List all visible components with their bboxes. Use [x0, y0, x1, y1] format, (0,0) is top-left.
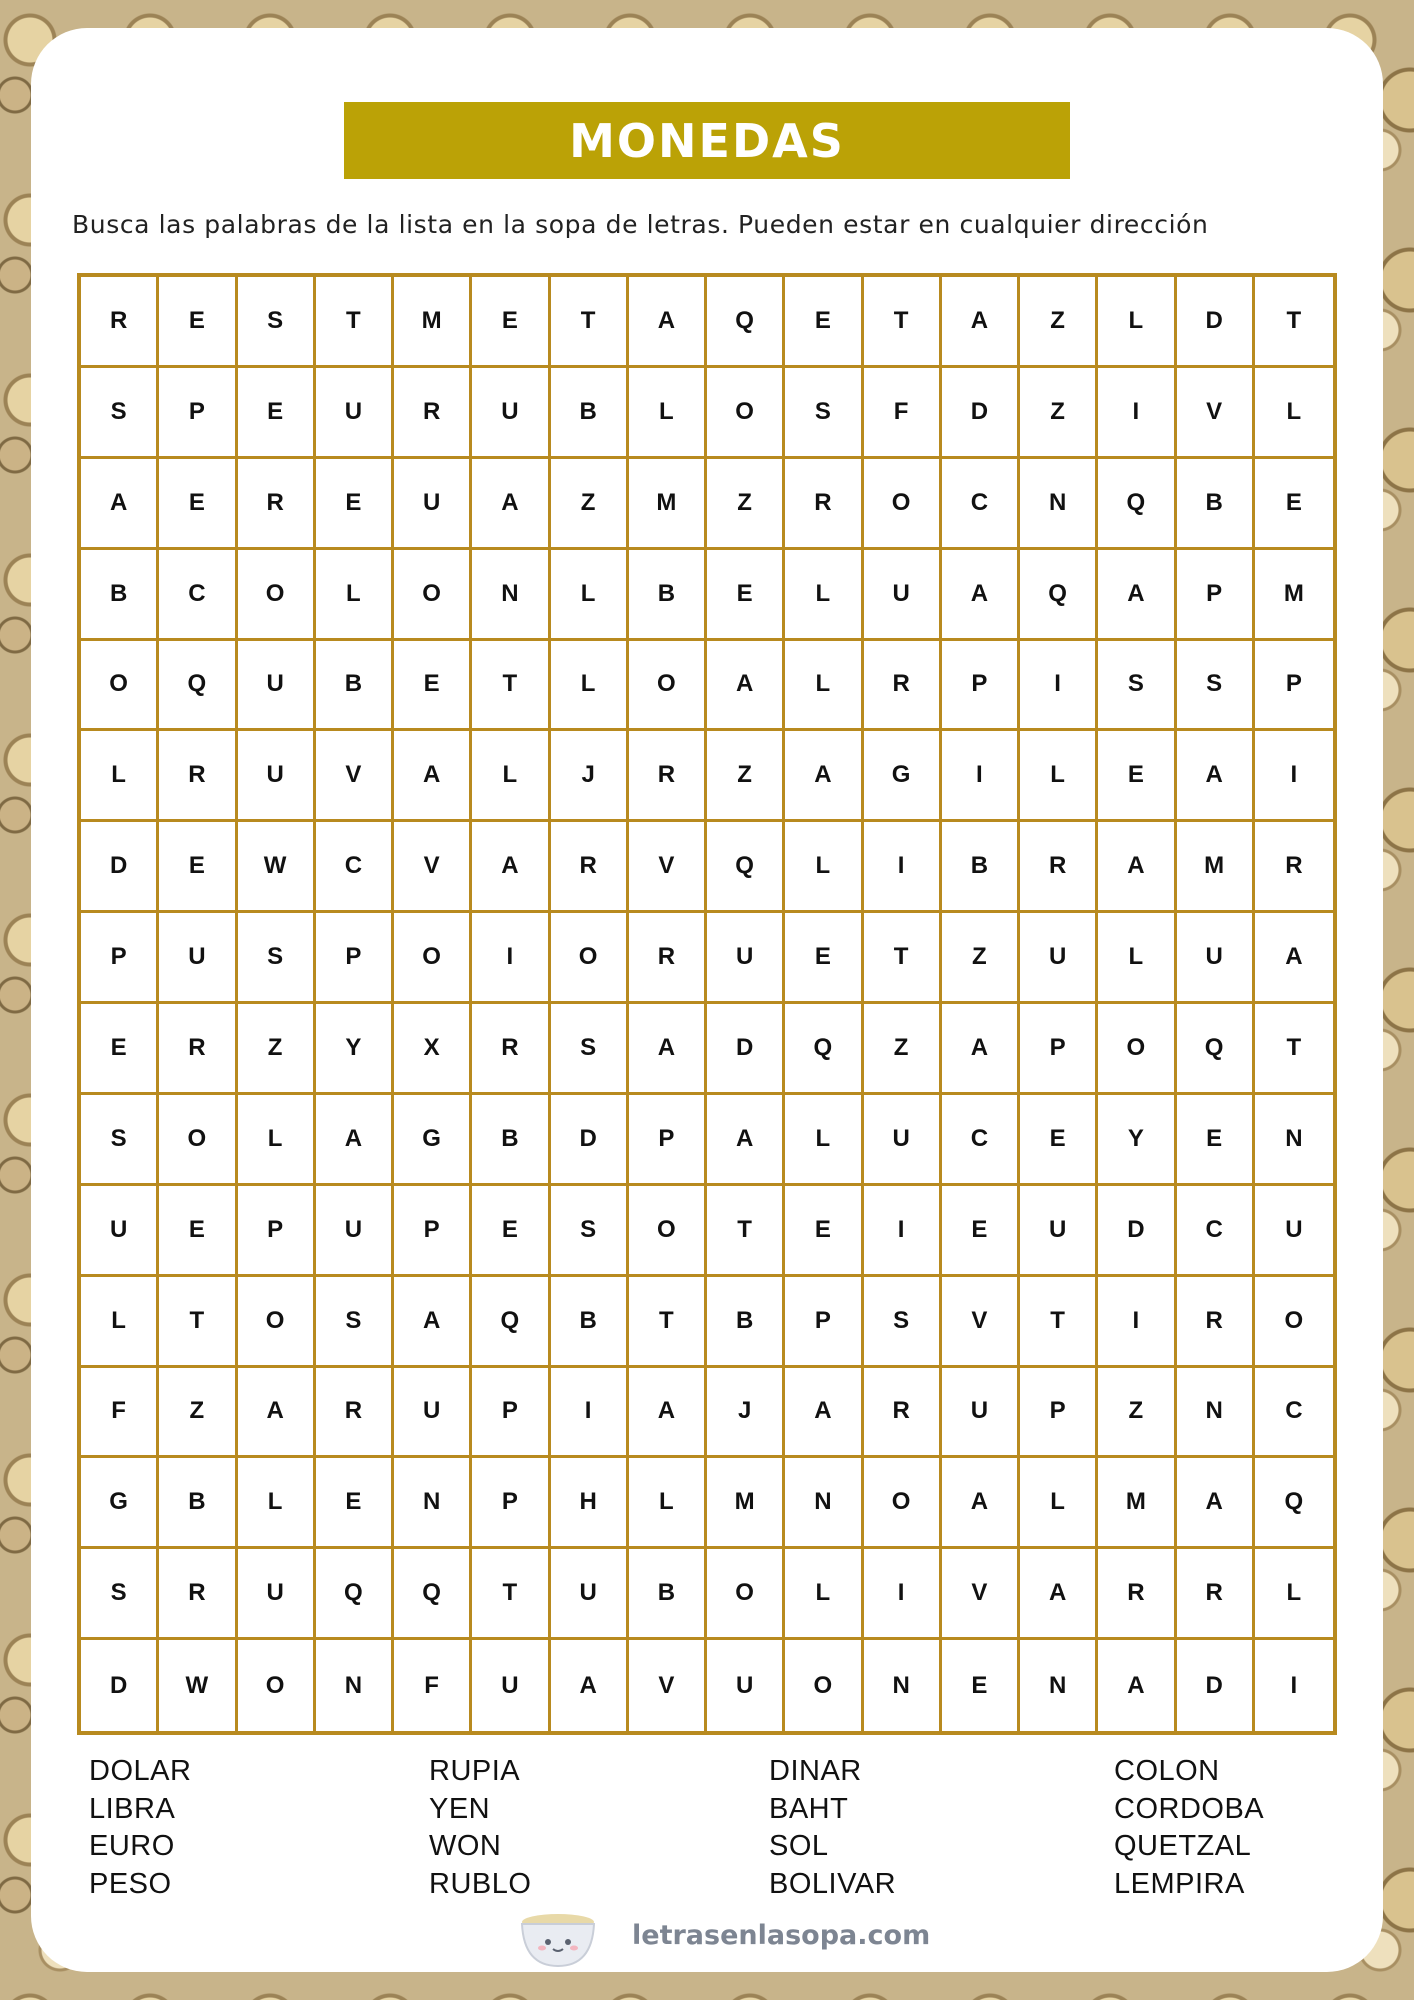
word-item: LEMPIRA — [1114, 1867, 1245, 1900]
grid-cell[interactable]: U — [238, 731, 316, 822]
grid-cell[interactable]: L — [785, 822, 863, 913]
grid-cell[interactable]: L — [785, 641, 863, 732]
grid-cell[interactable]: Z — [864, 1004, 942, 1095]
grid-cell[interactable]: R — [785, 459, 863, 550]
grid-cell[interactable]: L — [1255, 368, 1333, 459]
word-item: BAHT — [769, 1792, 849, 1825]
grid-cell[interactable]: L — [785, 550, 863, 641]
grid-cell[interactable]: E — [785, 277, 863, 368]
grid-cell[interactable]: L — [81, 1277, 159, 1368]
grid-cell[interactable]: B — [707, 1277, 785, 1368]
word-item: WON — [429, 1830, 502, 1862]
grid-cell[interactable]: S — [238, 913, 316, 1004]
word-item: COLON — [1114, 1755, 1220, 1787]
word-item: YEN — [429, 1792, 491, 1825]
word-list — [89, 1753, 1339, 1903]
grid-cell[interactable]: V — [942, 1549, 1020, 1640]
grid-cell[interactable]: A — [1255, 913, 1333, 1004]
grid-cell[interactable]: O — [394, 913, 472, 1004]
grid-cell[interactable]: I — [1290, 1671, 1298, 1699]
grid-cell[interactable]: E — [159, 277, 237, 368]
grid-cell[interactable]: A — [707, 1095, 785, 1186]
grid-cell[interactable]: E — [942, 1640, 1020, 1731]
grid-cell[interactable]: Z — [942, 913, 1020, 1004]
grid-cell[interactable]: B — [629, 550, 707, 641]
grid-cell[interactable]: A — [551, 1640, 629, 1731]
grid-cell[interactable]: I — [1098, 1277, 1176, 1368]
grid-cell[interactable]: E — [472, 1186, 550, 1277]
grid-cell[interactable]: S — [864, 1277, 942, 1368]
grid-cell[interactable]: O — [394, 550, 472, 641]
grid-cell[interactable]: E — [707, 550, 785, 641]
grid-cell[interactable]: E — [1177, 1095, 1255, 1186]
grid-cell[interactable]: P — [629, 1095, 707, 1186]
grid-cell[interactable]: A — [238, 1368, 316, 1459]
grid-cell[interactable]: I — [864, 1549, 942, 1640]
grid-cell[interactable]: D — [707, 1004, 785, 1095]
grid-cell[interactable]: O — [864, 1458, 942, 1549]
word-item: DINAR — [769, 1755, 862, 1787]
grid-cell[interactable]: A — [472, 459, 550, 550]
grid-cell[interactable]: G — [864, 731, 942, 822]
grid-cell[interactable]: L — [785, 1549, 863, 1640]
grid-cell[interactable]: T — [1255, 1004, 1333, 1095]
grid-cell[interactable]: A — [942, 277, 1020, 368]
grid-cell[interactable]: S — [551, 1186, 629, 1277]
grid-cell[interactable]: A — [629, 277, 707, 368]
grid-cell[interactable]: E — [1020, 1095, 1098, 1186]
grid-cell[interactable]: Q — [159, 641, 237, 732]
word-item: RUBLO — [429, 1867, 532, 1900]
grid-cell[interactable]: B — [942, 822, 1020, 913]
grid-cell[interactable]: N — [1020, 459, 1098, 550]
grid-cell[interactable]: F — [864, 368, 942, 459]
grid-cell[interactable]: L — [1098, 277, 1176, 368]
grid-cell[interactable]: T — [707, 1186, 785, 1277]
grid-cell[interactable]: W — [238, 822, 316, 913]
grid-cell[interactable]: P — [942, 641, 1020, 732]
grid-cell[interactable]: B — [316, 641, 394, 732]
grid-cell[interactable]: N — [1255, 1095, 1333, 1186]
grid-cell[interactable]: D — [81, 1640, 159, 1731]
grid-cell[interactable]: Z — [159, 1368, 237, 1459]
grid-cell[interactable]: A — [1177, 1458, 1255, 1549]
grid-cell[interactable]: C — [942, 1095, 1020, 1186]
grid-cell[interactable]: J — [707, 1368, 785, 1459]
grid-cell[interactable]: L — [238, 1095, 316, 1186]
grid-cell[interactable]: P — [785, 1277, 863, 1368]
grid-cell[interactable]: Q — [707, 822, 785, 913]
grid-cell[interactable]: A — [629, 1004, 707, 1095]
grid-cell[interactable]: T — [551, 277, 629, 368]
grid-cell[interactable]: O — [159, 1095, 237, 1186]
word-item: SOL — [769, 1830, 829, 1862]
instructions-text: Busca las palabras de la lista en la sopa de letras. Pueden estar en cualquier dirección — [72, 210, 1209, 239]
grid-cell[interactable]: D — [1177, 1640, 1255, 1731]
grid-cell[interactable]: S — [1098, 641, 1176, 732]
grid-cell[interactable]: C — [1177, 1186, 1255, 1277]
page-title: MONEDAS — [569, 113, 845, 168]
grid-cell[interactable]: U — [1020, 913, 1098, 1004]
grid-cell[interactable]: E — [785, 1186, 863, 1277]
grid-cell[interactable]: U — [864, 1095, 942, 1186]
grid-cell[interactable]: L — [472, 731, 550, 822]
grid-cell[interactable]: I — [864, 1186, 942, 1277]
grid-cell[interactable]: U — [238, 641, 316, 732]
grid-cell[interactable]: P — [238, 1186, 316, 1277]
grid-cell[interactable]: T — [629, 1277, 707, 1368]
grid-cell[interactable]: U — [1255, 1186, 1333, 1277]
grid-cell[interactable]: O — [629, 641, 707, 732]
grid-cell[interactable]: E — [159, 822, 237, 913]
grid-cell[interactable]: E — [316, 459, 394, 550]
grid-cell[interactable]: I — [1020, 641, 1098, 732]
grid-cell[interactable]: V — [316, 731, 394, 822]
bowl-mascot-icon — [510, 1912, 606, 1968]
grid-cell[interactable]: Z — [1020, 277, 1098, 368]
grid-cell[interactable]: L — [551, 550, 629, 641]
grid-cell[interactable]: I — [551, 1368, 629, 1459]
grid-cell[interactable]: E — [159, 1186, 237, 1277]
grid-cell[interactable]: M — [707, 1458, 785, 1549]
grid-cell[interactable]: Q — [1255, 1458, 1333, 1549]
grid-cell[interactable]: O — [238, 1277, 316, 1368]
grid-cell[interactable]: B — [81, 550, 159, 641]
grid-cell[interactable]: A — [707, 641, 785, 732]
grid-cell[interactable]: M — [1098, 1458, 1176, 1549]
grid-cell[interactable]: T — [1020, 1277, 1098, 1368]
grid-cell[interactable]: A — [942, 1458, 1020, 1549]
grid-cell[interactable]: R — [864, 1368, 942, 1459]
grid-cell[interactable]: U — [472, 368, 550, 459]
grid-cell[interactable]: R — [316, 1368, 394, 1459]
grid-cell[interactable]: E — [81, 1004, 159, 1095]
grid-cell[interactable]: A — [1020, 1549, 1098, 1640]
grid-cell[interactable]: A — [1098, 550, 1176, 641]
grid-cell[interactable]: E — [238, 368, 316, 459]
grid-cell[interactable]: I — [942, 731, 1020, 822]
grid-cell[interactable]: E — [1098, 731, 1176, 822]
grid-cell[interactable]: T — [472, 641, 550, 732]
grid-cell[interactable]: S — [81, 368, 159, 459]
grid-cell[interactable]: S — [785, 368, 863, 459]
grid-cell[interactable]: I — [472, 913, 550, 1004]
grid-cell[interactable]: Z — [707, 459, 785, 550]
grid-cell[interactable]: S — [551, 1004, 629, 1095]
grid-cell[interactable]: R — [551, 822, 629, 913]
grid-cell[interactable]: R — [1098, 1549, 1176, 1640]
grid-cell[interactable]: B — [1177, 459, 1255, 550]
grid-cell[interactable]: E — [316, 1458, 394, 1549]
grid-cell[interactable]: S — [316, 1277, 394, 1368]
word-item: RUPIA — [429, 1755, 521, 1787]
grid-cell[interactable]: V — [1177, 368, 1255, 459]
grid-cell[interactable]: G — [81, 1458, 159, 1549]
footer — [510, 1912, 930, 1968]
grid-cell[interactable]: R — [472, 1004, 550, 1095]
grid-cell[interactable]: A — [1098, 1640, 1176, 1731]
word-item: LIBRA — [89, 1792, 176, 1825]
grid-cell[interactable]: P — [472, 1458, 550, 1549]
grid-cell[interactable]: T — [472, 1549, 550, 1640]
grid-cell[interactable]: Q — [1020, 550, 1098, 641]
word-item: CORDOBA — [1114, 1792, 1265, 1825]
grid-cell[interactable]: V — [629, 1640, 707, 1731]
grid-cell[interactable]: R — [864, 641, 942, 732]
grid-cell[interactable]: L — [1020, 731, 1098, 822]
grid-cell[interactable]: F — [81, 1368, 159, 1459]
grid-cell[interactable]: A — [81, 459, 159, 550]
grid-cell[interactable]: R — [1177, 1549, 1255, 1640]
grid-cell[interactable]: E — [472, 277, 550, 368]
grid-cell[interactable]: S — [81, 1549, 159, 1640]
grid-cell[interactable]: A — [629, 1368, 707, 1459]
site-name[interactable]: letrasenlasopa.com — [632, 1920, 931, 1951]
grid-cell[interactable]: U — [1177, 913, 1255, 1004]
grid-cell[interactable]: U — [942, 1368, 1020, 1459]
grid-cell[interactable]: Y — [316, 1004, 394, 1095]
grid-cell[interactable]: D — [1177, 277, 1255, 368]
grid-cell[interactable]: O — [864, 459, 942, 550]
grid-cell[interactable]: A — [942, 550, 1020, 641]
grid-cell[interactable]: C — [316, 822, 394, 913]
grid-cell[interactable]: U — [394, 1368, 472, 1459]
grid-cell[interactable]: R — [159, 731, 237, 822]
grid-cell[interactable]: R — [238, 459, 316, 550]
grid-cell[interactable]: Q — [472, 1277, 550, 1368]
grid-cell[interactable]: A — [1098, 822, 1176, 913]
grid-cell[interactable]: S — [1177, 641, 1255, 732]
grid-cell[interactable]: T — [864, 277, 942, 368]
grid-cell[interactable]: S — [81, 1095, 159, 1186]
grid-cell[interactable]: R — [159, 1004, 237, 1095]
grid-cell[interactable]: T — [159, 1277, 237, 1368]
word-column — [429, 1753, 531, 1903]
grid-cell[interactable]: N — [1177, 1368, 1255, 1459]
grid-cell[interactable]: Q — [1177, 1004, 1255, 1095]
grid-cell[interactable]: I — [1098, 368, 1176, 459]
grid-cell[interactable]: R — [629, 913, 707, 1004]
grid-cell[interactable]: U — [707, 913, 785, 1004]
grid-cell[interactable]: O — [629, 1186, 707, 1277]
grid-cell[interactable]: E — [942, 1186, 1020, 1277]
grid-cell[interactable]: P — [394, 1186, 472, 1277]
grid-cell[interactable]: E — [159, 459, 237, 550]
grid-cell[interactable]: I — [1255, 731, 1333, 822]
grid-cell[interactable]: P — [1177, 550, 1255, 641]
grid-cell[interactable]: L — [1020, 1458, 1098, 1549]
grid-cell[interactable]: C — [942, 459, 1020, 550]
grid-cell[interactable]: P — [1020, 1368, 1098, 1459]
grid-cell[interactable]: R — [1020, 822, 1098, 913]
grid-cell[interactable]: U — [316, 368, 394, 459]
grid-cell[interactable]: N — [472, 550, 550, 641]
grid-cell[interactable]: N — [864, 1640, 942, 1731]
grid-cell[interactable]: O — [238, 1640, 316, 1731]
grid-cell[interactable]: D — [1098, 1186, 1176, 1277]
grid-cell[interactable]: U — [1020, 1186, 1098, 1277]
grid-cell[interactable]: A — [394, 731, 472, 822]
grid-cell[interactable]: G — [394, 1095, 472, 1186]
grid-cell[interactable]: E — [394, 641, 472, 732]
grid-cell[interactable]: O — [551, 913, 629, 1004]
grid-cell[interactable]: L — [785, 1095, 863, 1186]
grid-cell[interactable]: P — [81, 913, 159, 1004]
grid-cell[interactable]: N — [394, 1458, 472, 1549]
grid-cell[interactable]: R — [81, 277, 159, 368]
grid-cell[interactable]: U — [551, 1549, 629, 1640]
word-item: PESO — [89, 1867, 172, 1900]
grid-cell[interactable]: Z — [707, 731, 785, 822]
grid-cell[interactable]: Z — [1098, 1368, 1176, 1459]
grid-cell[interactable]: V — [942, 1277, 1020, 1368]
grid-cell[interactable]: U — [81, 1186, 159, 1277]
grid-cell[interactable]: Z — [551, 459, 629, 550]
grid-cell[interactable]: B — [551, 368, 629, 459]
grid-cell[interactable]: L — [551, 641, 629, 732]
grid-cell[interactable]: C — [1255, 1368, 1333, 1459]
grid-cell[interactable]: Z — [238, 1004, 316, 1095]
grid-cell[interactable]: D — [942, 368, 1020, 459]
grid-cell[interactable]: P — [1255, 641, 1333, 732]
word-column — [89, 1753, 191, 1903]
grid-cell[interactable]: R — [394, 368, 472, 459]
grid-cell[interactable]: N — [316, 1640, 394, 1731]
grid-cell[interactable]: U — [238, 1549, 316, 1640]
grid-cell[interactable]: O — [81, 641, 159, 732]
word-item: DOLAR — [89, 1755, 192, 1787]
grid-cell[interactable]: V — [629, 822, 707, 913]
grid-cell[interactable]: L — [629, 368, 707, 459]
grid-cell[interactable]: Q — [785, 1004, 863, 1095]
grid-cell[interactable]: L — [629, 1458, 707, 1549]
grid-cell[interactable]: Q — [394, 1549, 472, 1640]
grid-cell[interactable]: X — [394, 1004, 472, 1095]
grid-cell[interactable]: O — [707, 368, 785, 459]
grid-cell[interactable]: P — [1020, 1004, 1098, 1095]
grid-cell[interactable]: A — [785, 731, 863, 822]
grid-cell[interactable]: M — [629, 459, 707, 550]
grid-cell[interactable]: N — [785, 1458, 863, 1549]
grid-cell[interactable]: O — [707, 1549, 785, 1640]
grid-cell[interactable]: L — [238, 1458, 316, 1549]
grid-cell[interactable]: P — [316, 913, 394, 1004]
grid-cell[interactable]: Q — [707, 277, 785, 368]
grid-cell[interactable]: L — [1098, 913, 1176, 1004]
grid-cell[interactable]: E — [785, 913, 863, 1004]
grid-cell[interactable]: O — [1098, 1004, 1176, 1095]
grid-cell[interactable]: D — [81, 822, 159, 913]
grid-cell[interactable]: Z — [1020, 368, 1098, 459]
grid-cell[interactable]: I — [864, 822, 942, 913]
letter-grid — [77, 273, 1337, 1735]
grid-cell[interactable]: A — [942, 1004, 1020, 1095]
grid-cell[interactable]: U — [394, 459, 472, 550]
grid-cell[interactable]: U — [316, 1186, 394, 1277]
grid-cell[interactable]: E — [1255, 459, 1333, 550]
grid-cell[interactable]: M — [1255, 550, 1333, 641]
word-item: BOLIVAR — [769, 1867, 897, 1900]
grid-cell[interactable]: O — [1255, 1277, 1333, 1368]
grid-cell[interactable]: S — [238, 277, 316, 368]
grid-cell[interactable]: T — [1255, 277, 1333, 368]
grid-cell[interactable]: Q — [316, 1549, 394, 1640]
grid-cell[interactable]: R — [629, 731, 707, 822]
grid-cell[interactable]: B — [551, 1277, 629, 1368]
grid-cell[interactable]: H — [551, 1458, 629, 1549]
grid-cell[interactable]: O — [785, 1640, 863, 1731]
word-item: QUETZAL — [1114, 1830, 1252, 1862]
grid-cell[interactable]: N — [1020, 1640, 1098, 1731]
word-item: EURO — [89, 1830, 175, 1862]
grid-cell[interactable]: V — [394, 822, 472, 913]
grid-cell[interactable]: O — [238, 550, 316, 641]
grid-cell[interactable]: R — [1177, 1277, 1255, 1368]
grid-cell[interactable]: U — [864, 550, 942, 641]
grid-cell[interactable]: D — [551, 1095, 629, 1186]
grid-cell[interactable]: A — [785, 1368, 863, 1459]
grid-cell[interactable]: L — [316, 550, 394, 641]
grid-cell[interactable]: B — [472, 1095, 550, 1186]
grid-cell[interactable]: R — [1255, 822, 1333, 913]
grid-cell[interactable]: A — [316, 1095, 394, 1186]
grid-cell[interactable]: L — [81, 731, 159, 822]
grid-cell[interactable]: U — [707, 1640, 785, 1731]
grid-cell[interactable]: A — [394, 1277, 472, 1368]
grid-cell[interactable]: B — [159, 1458, 237, 1549]
grid-cell[interactable]: M — [394, 277, 472, 368]
grid-cell[interactable]: J — [551, 731, 629, 822]
grid-cell[interactable]: T — [864, 913, 942, 1004]
word-column — [1114, 1753, 1264, 1903]
grid-cell[interactable]: P — [159, 368, 237, 459]
grid-cell[interactable]: A — [1177, 731, 1255, 822]
title-banner — [344, 102, 1070, 179]
grid-cell[interactable]: R — [159, 1549, 237, 1640]
grid-cell[interactable]: M — [1177, 822, 1255, 913]
grid-cell[interactable]: A — [472, 822, 550, 913]
grid-cell[interactable]: P — [472, 1368, 550, 1459]
grid-cell[interactable]: W — [159, 1640, 237, 1731]
grid-cell[interactable]: U — [159, 913, 237, 1004]
grid-cell[interactable]: Q — [1098, 459, 1176, 550]
grid-cell[interactable]: B — [629, 1549, 707, 1640]
grid-cell[interactable]: C — [159, 550, 237, 641]
word-column — [769, 1753, 896, 1903]
grid-cell[interactable]: T — [316, 277, 394, 368]
grid-cell[interactable]: L — [1255, 1549, 1333, 1640]
grid-cell[interactable]: U — [472, 1640, 550, 1731]
grid-cell[interactable]: F — [394, 1640, 472, 1731]
grid-cell[interactable]: Y — [1098, 1095, 1176, 1186]
